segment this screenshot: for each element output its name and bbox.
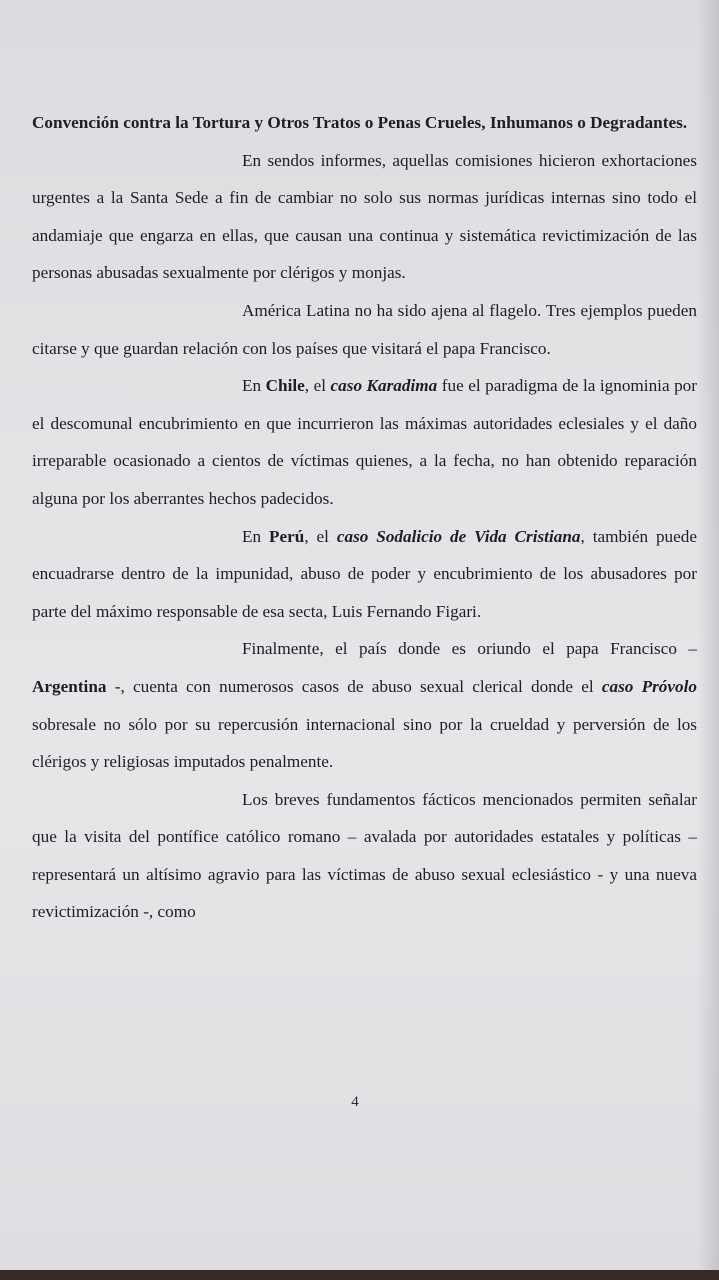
country-peru: Perú [269, 526, 305, 546]
paragraph-chile [32, 367, 697, 517]
paragraph-informes: En sendos informes, aquellas comisiones hicieron exhortaciones urgentes a la Santa Sede a fin de cambiar no solo sus normas jurídicas internas sino todo el andamiaje que engarza en ellas, que causan una continua y sistemática revictimización de las personas abusadas sexualmente por clérigos y monjas. [32, 150, 697, 283]
paragraph-argentina [32, 630, 697, 780]
text-run: -, cuenta con numerosos casos de abuso sexual clerical donde el [106, 676, 602, 696]
document-body [32, 104, 697, 931]
page-number: 4 [351, 1094, 359, 1110]
text-run: , el [304, 376, 331, 396]
paragraph-america-latina: América Latina no ha sido ajena al flagelo. Tres ejemplos pueden citarse y que guardan relación con los países que visitará el papa Francisco. [32, 300, 697, 358]
case-karadima: caso Karadima [330, 376, 438, 396]
page-bottom-edge [0, 1270, 719, 1280]
text-run: , el [304, 526, 337, 546]
text-run: fue el paradigma de la ignominia por el descomunal encubrimiento en que incurrieron las máximas autoridades eclesiales y el daño irreparable ocasionado a cientos de víctimas quienes, a la fecha, no han obtenido reparación alguna por los aberrantes hechos padecidos. [32, 376, 698, 508]
text-run: En [242, 526, 269, 546]
country-argentina: Argentina [32, 676, 107, 696]
text-run: En [242, 376, 266, 396]
country-chile: Chile [265, 376, 305, 396]
case-sodalicio: caso Sodalicio de Vida Cristiana [336, 526, 581, 546]
page-shadow [697, 0, 719, 1280]
text-run: , también puede encuadrarse dentro de la impunidad, abuso de poder y encubrimiento de los abusadores por parte del máximo responsable de esa secta, Luis Fernando Figari. [32, 526, 697, 621]
text-run: Finalmente, el país donde es oriundo el papa Francisco – [242, 639, 697, 659]
document-title: Convención contra la Tortura y Otros Tratos o Penas Crueles, Inhumanos o Degradantes. [32, 113, 688, 132]
text-run: sobresale no sólo por su repercusión internacional sino por la crueldad y perversión de los clérigos y religiosas imputados penalmente. [32, 714, 697, 772]
paragraph-peru [32, 518, 697, 631]
paragraph-fundamentos: Los breves fundamentos fácticos mencionados permiten señalar que la visita del pontífice católico romano – avalada por autoridades estatales y políticas – representará un altísimo agravio para las víctimas de abuso sexual eclesiástico - y una nueva revictimización -, como [32, 789, 697, 922]
case-provolo: caso Próvolo [601, 676, 697, 696]
